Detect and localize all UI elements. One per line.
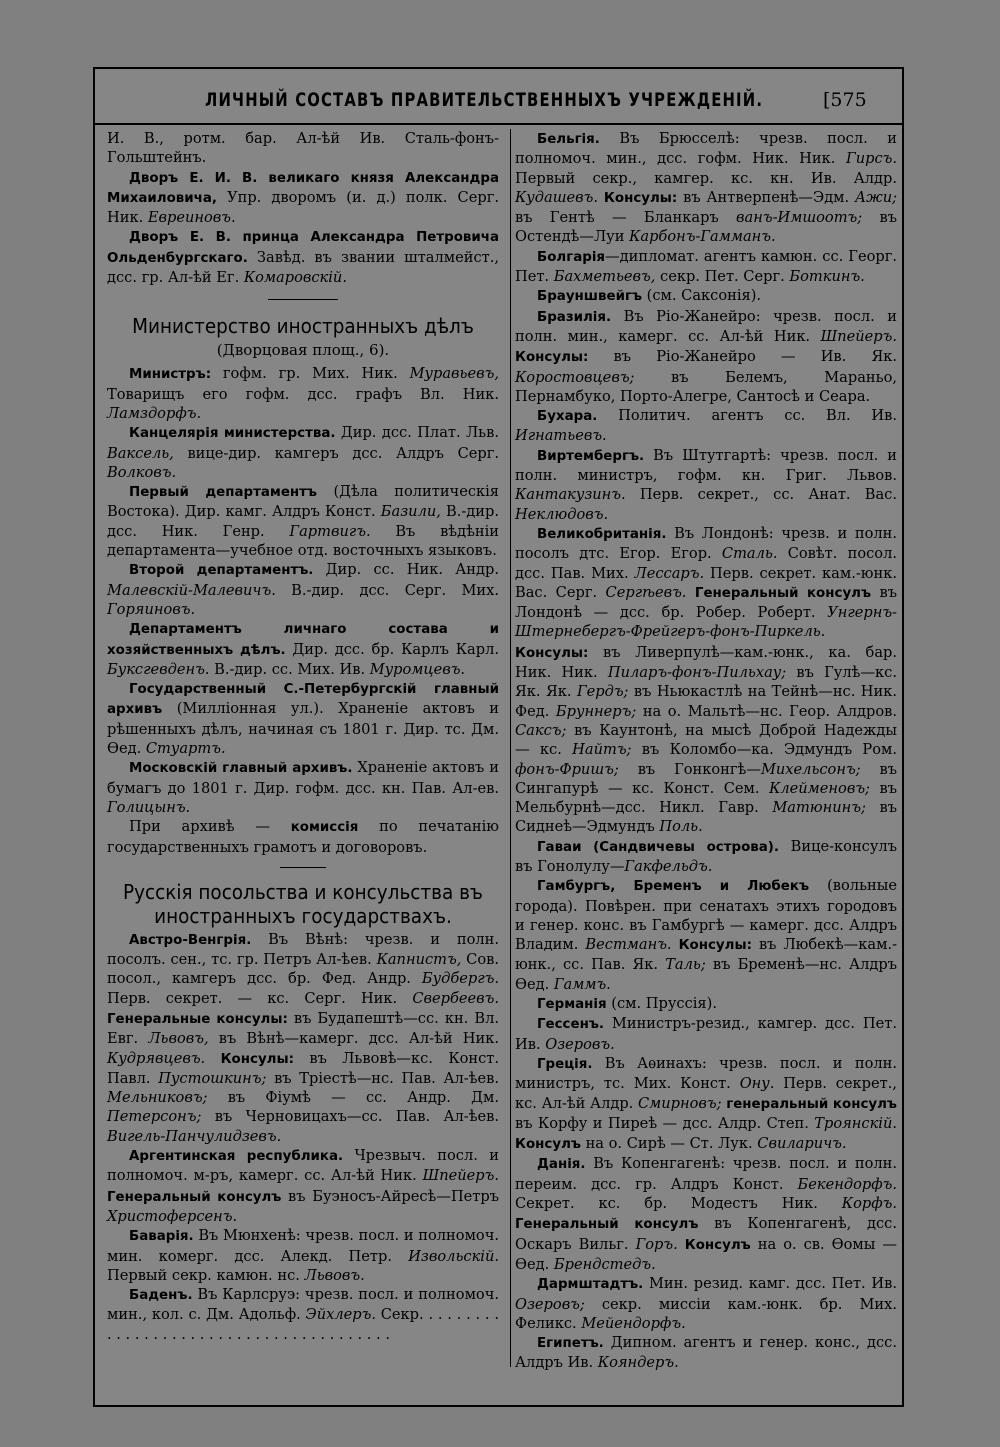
section-rule: [280, 867, 326, 868]
entry-egypt: Египетъ. Дипном. агентъ и генер. конс., дсс. Алдръ Ив. Кояндеръ.: [515, 1334, 897, 1372]
entry-spb-archive: Государственный С.-Петербургскій главный архивъ (Милліонная ул.). Храненіе актовъ и рѣшенныхъ дѣлъ, начиная съ 1801 г. Дир. тс. Дм. Ѳед. Стуартъ.: [107, 682, 499, 758]
page-number: [575: [823, 89, 867, 111]
book-page: [93, 67, 904, 1407]
entry-continuation: И. В., ротм. бар. Ал-ѣй Ив. Сталь-фонъ-Гольштейнъ.: [107, 130, 499, 167]
entry-first-department: Первый департаментъ (Дѣла политическія Востока). Дир. камг. Алдръ Конст. Базили, В.-дир. дсс. Ник. Генр. Гартвигъ. Въ вѣдѣніи департамента—учебное отд. восточныхъ языковъ.: [107, 483, 500, 560]
left-column: [107, 129, 499, 1344]
entry-germany: Германія (см. Пруссія).: [537, 995, 717, 1013]
entry-hesse: Гессенъ. Министръ-резид., камгер. дсс. Пет. Ив. Озеровъ.: [515, 1015, 897, 1053]
entry-brunswick: Брауншвейгъ (см. Саксонія).: [537, 287, 762, 305]
page-header: [95, 87, 902, 125]
running-title: ЛИЧНЫЙ СОСТАВЪ ПРАВИТЕЛЬСТВЕННЫХЪ УЧРЕЖДЕНІЙ.: [205, 89, 764, 111]
section-rule: [268, 299, 338, 300]
entry-baden: Баденъ. Въ Карлсруэ: чрезв. посл. и полномоч. мин., кол. с. Дм. Адольф. Эйхлеръ. Секр. . . . . . . . . . . . . . . . . . . . . . . . . . . . . . . . . . . . . . . .: [107, 1286, 499, 1343]
entry-commission: При архивѣ — комиссія по печатанію государственныхъ грамотъ и договоровъ.: [107, 818, 499, 856]
entry-chancellery: Канцелярія министерства. Дир. дсс. Плат. Льв. Ваксель, вице-дир. камгеръ дсс. Алдръ Серг. Волковъ.: [107, 424, 499, 481]
entry-darmstadt: Дармштадтъ. Мин. резид. камг. дсс. Пет. Ив. Озеровъ; секр. миссіи кам.-юнк. бр. Мих. Феликс. Мейендорфъ.: [515, 1275, 897, 1332]
entry-court-alexander: Дворъ Е. И. В. великаго князя Александра Михаиловича, Упр. дворомъ (и. д.) полк. Серг. Ник. Евреиновъ.: [107, 170, 499, 227]
entry-great-britain: Великобританія. Въ Лондонѣ: чрезв. и полн. посолъ дтс. Егор. Егор. Сталь. Совѣт. посол. дсс. Пав. Мих. Лессаръ. Перв. секрет. кам.-юнк. Вас. Серг. Сергѣевъ. Генеральный консулъ въ Лондонѣ — дсс. бр. Робер. Роберт. Унгернъ-Штернебергъ-Фрейгеръ-фонъ-Пиркель. Консулы: въ Ливерпулѣ—кам.-юнк., ка. бар. Ник. Ник. Пиларъ-фонъ-Пильхау; въ Гулѣ—кс. Як. Як. Гердъ; въ Ньюкастлѣ на Тейнѣ—нс. Ник. Фед. Бруннеръ; на о. Мальтѣ—нс. Геор. Алдров. Саксъ; въ Каунтонѣ, на мысѣ Доброй Надежды — кс. Найтъ; въ Коломбо—ка. Эдмундъ Ром. фонъ-Фришъ; въ Гонконгѣ—Михельсонъ; въ Сингапурѣ — кс. Конст. Сем. Клейменовъ; въ Мельбурнѣ—дсс. Никл. Гавр. Матюнинъ; въ Сиднеѣ—Эдмундъ Поль.: [515, 524, 898, 836]
column-divider: [510, 129, 511, 1367]
entry-argentina: Аргентинская республика. Чрезвыч. посл. и полномоч. м-ръ, камерг. сс. Ал-ѣй Ник. Шпейеръ. Генеральный консулъ въ Буэносъ-Айресѣ—Петръ Христоферсенъ.: [107, 1147, 500, 1225]
entry-hamburg-bremen-lubeck: Гамбургъ, Бременъ и Любекъ (вольные города). Повѣрен. при сенатахъ этихъ городовъ и генер. конс. въ Гамбургѣ — камерг. дсс. Алдръ Владим. Вестманъ. Консулы: въ Любекѣ—кам.-юнк., сс. Пав. Як. Таль; въ Бременѣ—нс. Алдръ Ѳед. Гаммъ.: [515, 877, 898, 993]
entry-second-department: Второй департаментъ. Дир. сс. Ник. Андр. Малевскій-Малевичъ. В.-дир. дсс. Серг. Мих. Горяиновъ.: [107, 561, 499, 618]
entry-denmark: Данія. Въ Копенгагенѣ: чрезв. посл. и полн. переим. дсс. гр. Алдръ Конст. Бекендорфъ. Секрет. кс. бр. Модестъ Ник. Корфъ. Генеральный консулъ въ Копенгагенѣ, дсс. Оскаръ Вильг. Горъ. Консулъ на о. св. Ѳомы — Ѳед. Брендстедъ.: [515, 1155, 897, 1273]
entry-bulgaria: Болгарія—дипломат. агентъ камюн. сс. Георг. Пет. Бахметьевъ, секр. Пет. Серг. Боткинъ.: [515, 247, 897, 286]
entry-court-oldenburg: Дворъ Е. В. принца Александра Петровича Ольденбургскаго. Завѣд. въ звании шталмейст., дсс. гр. Ал-ѣй Ег. Комаровскій.: [107, 230, 499, 287]
entry-minister: Министръ: гофм. гр. Мих. Ник. Муравьевъ, Товарищъ его гофм. дсс. графъ Вл. Ник. Ламздорфъ.: [107, 365, 499, 422]
entry-austria-hungary: Австро-Венгрія. Въ Вѣнѣ: чрезв. и полн. посолъ. сен., тс. гр. Петръ Ал-ѣев. Капнистъ, Сов. посол., камгеръ дсс. бр. Фед. Андр. Будбергъ. Перв. секрет. — кс. Серг. Ник. Свербеевъ. Генеральные консулы: въ Будапештѣ—сс. кн. Вл. Евг. Львовъ, въ Вѣнѣ—камерг. дсс. Ал-ѣй Ник. Кудрявцевъ. Консулы: въ Львовѣ—кс. Конст. Павл. Пустошкинъ; въ Тріестѣ—нс. Пав. Ал-ѣев. Мельниковъ; въ Фіумѣ — сс. Андр. Дм. Петерсонъ; въ Черновицахъ—сс. Пав. Ал-ѣев. Вигель-Панчулидзевъ.: [107, 930, 500, 1145]
entry-greece: Греція. Въ Аѳинахъ: чрезв. посл. и полн. министръ, тс. Мих. Конст. Ону. Перв. секрет., кс. Ал-ѣй Алдр. Смирновъ; генеральный консулъ въ Корфу и Пиреѣ — дсс. Алдр. Степ. Троянскій. Консулъ на о. Сирѣ — Ст. Лук. Свиларичъ.: [515, 1054, 898, 1153]
section-title-ministry: Министерство иностранныхъ дѣлъ: [132, 314, 474, 339]
section-subtitle-address: (Дворцовая площ., 6).: [216, 341, 390, 360]
entry-bavaria: Баварія. Въ Мюнхенѣ: чрезв. посл. и полномоч. мин. комерг. дсс. Алекд. Петр. Извольскій. Первый секр. камюн. нс. Львовъ.: [107, 1227, 499, 1284]
entry-moscow-archive: Московскій главный архивъ. Храненіе актовъ и бумагъ до 1801 г. Дир. гофм. дсс. кн. Пав. Ал-ев. Голицынъ.: [107, 759, 500, 816]
entry-wurttemberg: Виртембергъ. Въ Штутгартѣ: чрезв. посл. и полн. министръ, гофм. кн. Григ. Львов. Кантакузинъ. Перв. секрет., сс. Анат. Вас. Неклюдовъ.: [515, 446, 897, 523]
entry-personnel-department: Департаментъ личнаго состава и хозяйственныхъ дѣлъ. Дир. дсс. бр. Карлъ Карл. Буксгевденъ. В.-дир. сс. Мих. Ив. Муромцевъ.: [107, 622, 499, 678]
entry-hawaii: Гаваи (Сандвичевы острова). Вице-консулъ въ Гонолулу—Гакфельдъ.: [515, 837, 897, 875]
right-column: [515, 129, 897, 1373]
entry-bukhara: Бухара. Политич. агентъ сс. Вл. Ив. Игнатьевъ.: [515, 407, 897, 445]
entry-brazil: Бразилія. Въ Ріо-Жанейро: чрезв. посл. и полн. мин., камерг. сс. Ал-ѣй Ник. Шпейеръ. Консулы: въ Ріо-Жанейро — Ив. Як. Коростовцевъ; въ Белемъ, Мараньо, Пернамбуко, Порто-Алегре, Сантосѣ и Сеара.: [515, 307, 897, 405]
section-title-embassies: Русскія посольства и консульства въ иностранныхъ государствахъ.: [123, 879, 483, 928]
entry-belgium: Бельгія. Въ Брюсселѣ: чрезв. посл. и полномоч. мин., дсс. гофм. Ник. Ник. Гирсъ. Первый секр., камгер. кс. кн. Ив. Алдр. Кудашевъ. Консулы: въ Антверпенѣ—Эдм. Ажи; въ Гентѣ — Бланкаръ ванъ-Имшоотъ; въ Остендѣ—Луи Карбонъ-Гамманъ.: [515, 130, 898, 246]
